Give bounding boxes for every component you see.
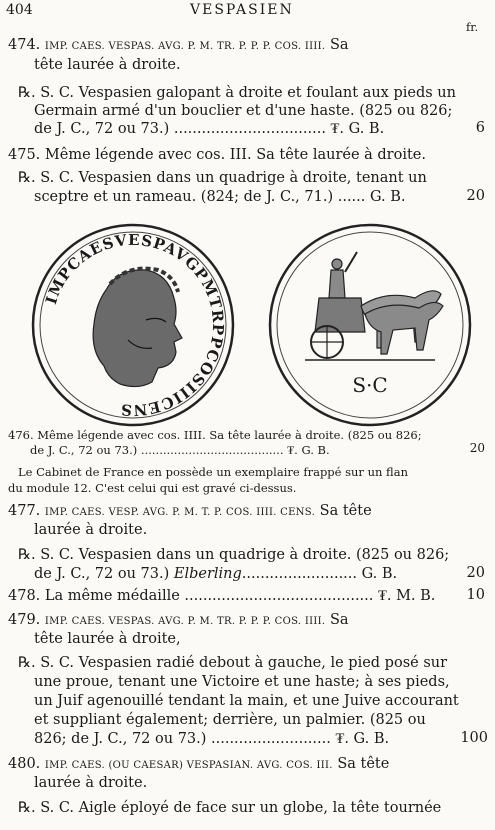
entry-474-line1: 474. IMP. CAES. VESPAS. AVG. P. M. TR. P. P. P. COS. IIII. Sa: [8, 37, 349, 53]
entry-476-line1: 476. Même légende avec cos. IIII. Sa tête laurée à droite. (825 ou 826;: [8, 428, 422, 442]
quadriga-icon: [305, 252, 443, 360]
entry-479-reverse-5: 826; de J. C., 72 ou 73.) .......................... ₮. G. B.: [34, 731, 390, 747]
entry-479-reverse-4: et suppliant également; derrière, un palmier. (825 ou: [34, 712, 426, 728]
entry-475-reverse-2: sceptre et un rameau. (824; de J. C., 71.) ...... G. B.: [34, 189, 406, 205]
entry-479-price: 100: [460, 730, 488, 746]
entry-479-line2: tête laurée à droite,: [34, 631, 181, 647]
entry-480-line1: 480. IMP. CAES. (OU CAESAR) VESPASIAN. AVG. COS. III. Sa tête: [8, 756, 390, 772]
entry-475-price: 20: [466, 188, 485, 204]
entry-478-price: 10: [466, 587, 485, 603]
emperor-head-icon: [93, 269, 182, 387]
coin-obverse-legend: IMPCAESVESPAVGPMTRPPCOSIIICENS: [42, 230, 228, 420]
entry-474-reverse-3: de J. C., 72 ou 73.) ................................. ₮. G. B.: [34, 121, 385, 137]
entry-478-line1: 478. La même médaille ......................................... ₮. M. B.: [8, 588, 436, 604]
page-number: 404: [6, 2, 33, 18]
currency-unit-label: fr.: [466, 20, 479, 34]
entry-474-price: 6: [475, 120, 485, 136]
entry-474-line2: tête laurée à droite.: [34, 57, 181, 73]
entry-479-reverse-3: un Juif agenouillé tendant la main, et une Juive accourant: [34, 693, 459, 709]
entry-476-price: 20: [469, 441, 485, 455]
entry-474-reverse-2: Germain armé d'un bouclier et d'une haste. (825 ou 826;: [34, 103, 453, 119]
entry-475-reverse-1: ℞. S. C. Vespasien dans un quadrige à droite, tenant un: [18, 170, 427, 186]
entry-480-line2: laurée à droite.: [34, 775, 148, 791]
entry-477-reverse-1: ℞. S. C. Vespasien dans un quadrige à droite. (825 ou 826;: [18, 547, 450, 563]
entry-476-note-1: Le Cabinet de France en possède un exemplaire frappé sur un flan: [18, 465, 408, 479]
entry-479-reverse-1: ℞. S. C. Vespasien radié debout à gauche, le pied posé sur: [18, 655, 448, 671]
coin-reverse-legend: S·C: [352, 373, 388, 397]
entry-479-line1: 479. IMP. CAES. VESPAS. AVG. P. M. TR. P. P. P. COS. IIII. Sa: [8, 612, 349, 628]
entry-477-line1: 477. IMP. CAES. VESP. AVG. P. M. T. P. COS. IIII. CENS. Sa tête: [8, 503, 372, 519]
entry-476-note-2: du module 12. C'est celui qui est gravé ci-dessus.: [8, 481, 297, 495]
page-title: VESPASIEN: [190, 2, 294, 18]
entry-474-reverse-1: ℞. S. C. Vespasien galopant à droite et foulant aux pieds un: [18, 85, 456, 101]
entry-480-reverse-1: ℞. S. C. Aigle éployé de face sur un globe, la tête tournée: [18, 800, 442, 816]
entry-477-line2: laurée à droite.: [34, 522, 148, 538]
entry-476-line2: de J. C., 72 ou 73.) ....................................... ₮. G. B.: [30, 443, 330, 457]
entry-479-reverse-2: une proue, tenant une Victoire et une haste; à ses pieds,: [34, 674, 450, 690]
entry-475-line1: 475. Même légende avec cos. III. Sa tête laurée à droite.: [8, 147, 427, 163]
entry-477-price: 20: [466, 565, 485, 581]
entry-477-reverse-2: de J. C., 72 ou 73.) Elberling......................... G. B.: [34, 566, 398, 582]
coin-obverse-illustration: [28, 220, 238, 430]
coin-reverse-illustration: [265, 220, 475, 430]
